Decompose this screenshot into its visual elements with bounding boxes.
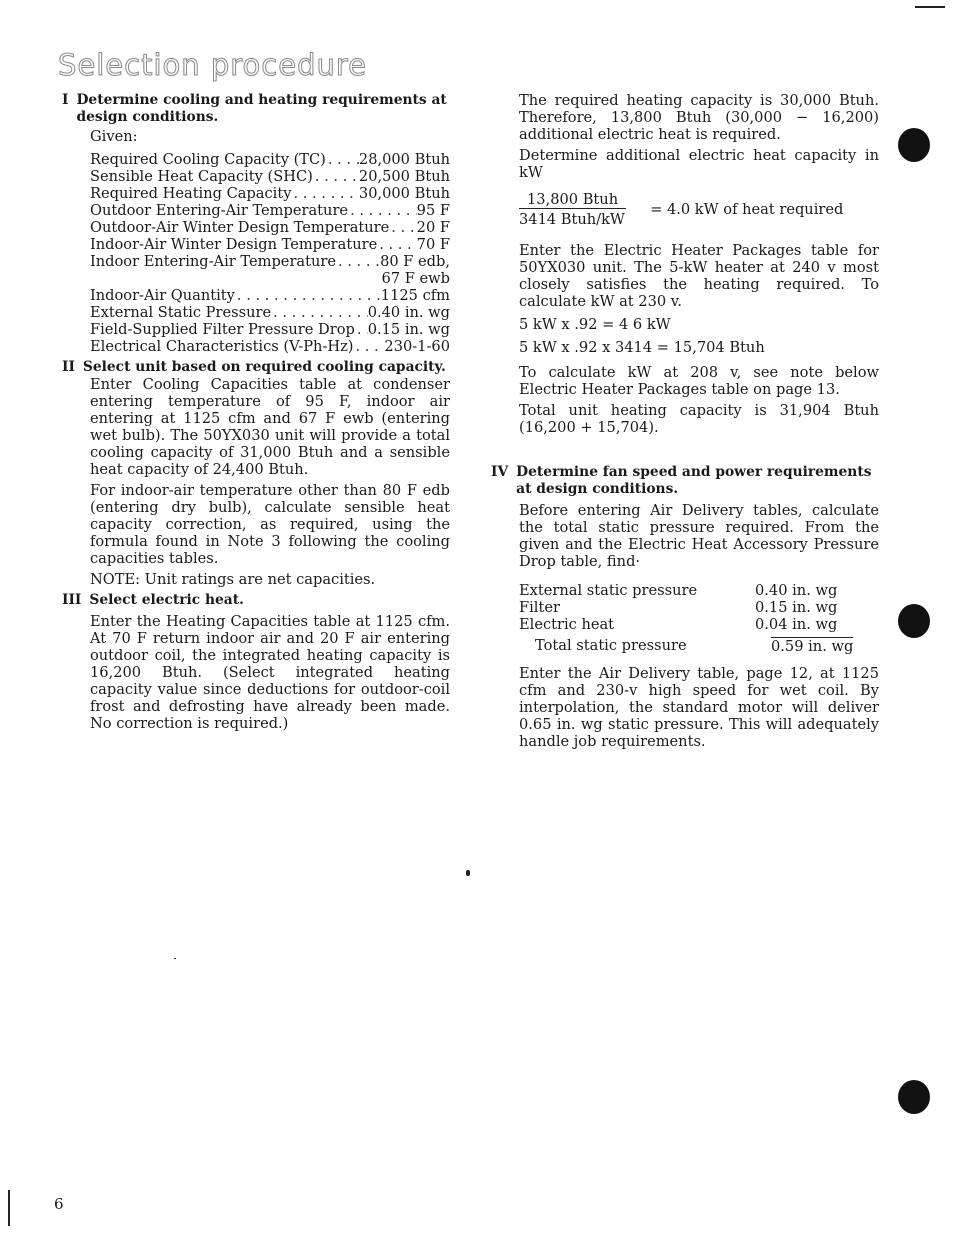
leader-dots	[377, 236, 416, 253]
equation: 5 kW x .92 x 3414 = 15,704 Btuh	[519, 339, 765, 356]
paragraph: For indoor-air temperature other than 80 F edb (entering dry bulb), calculate sensible heat capacity correction, as required, using the formula found in Note 3 following the cooling capacities tables.	[90, 482, 450, 567]
section-number: IV	[491, 464, 509, 480]
spec-label: Electrical Characteristics (V-Ph-Hz)	[90, 338, 354, 355]
spec-row	[90, 151, 450, 168]
spec-row	[90, 253, 450, 270]
spec-row	[90, 338, 450, 355]
section-title: Select electric heat.	[89, 592, 244, 608]
spec-row	[90, 168, 450, 185]
scan-speck	[466, 870, 470, 876]
total-label: Total static pressure	[535, 637, 687, 654]
spec-value: 95 F	[416, 202, 450, 219]
leader-dots	[271, 304, 368, 321]
binder-hole-mark	[898, 128, 930, 162]
pressure-value: 0.15 in. wg	[755, 599, 838, 616]
spec-label: Required Heating Capacity	[90, 185, 292, 202]
pressure-label: Filter	[519, 599, 560, 616]
equation: 5 kW x .92 = 4 6 kW	[519, 316, 671, 333]
spec-row	[90, 202, 450, 219]
spec-value: 0.40 in. wg	[367, 304, 450, 321]
paragraph: Enter the Air Delivery table, page 12, at 1125 cfm and 230-v high speed for wet coil. By interpolation, the standard motor will deliver 0.65 in. wg static pressure. This will adequately handle job requirements.	[519, 665, 879, 750]
paragraph: Enter the Electric Heater Packages table for 50YX030 unit. The 5-kW heater at 240 v most closely satisfies the heating required. To calculate kW at 230 v.	[519, 242, 879, 310]
leader-dots	[354, 338, 385, 355]
spec-value: 28,000 Btuh	[358, 151, 450, 168]
formula-numerator: 13,800 Btuh	[519, 191, 626, 209]
paragraph: Enter the Heating Capacities table at 1125 cfm. At 70 F return indoor air and 20 F air entering outdoor coil, the integrated heating capacity is 16,200 Btuh. (Select integrated heating capacity value since deductions for outdoor-coil frost and defrosting have already been made. No correction is required.)	[90, 613, 450, 732]
paragraph: The required heating capacity is 30,000 Btuh. Therefore, 13,800 Btuh (30,000 − 16,200) additional electric heat is required.	[519, 92, 879, 143]
section-2-heading	[62, 359, 450, 376]
binder-hole-mark	[898, 604, 930, 638]
spec-value: 67 F ewb	[381, 270, 450, 287]
spec-row	[90, 236, 450, 253]
pressure-table	[519, 582, 879, 655]
section-4-heading	[491, 464, 879, 498]
pressure-total-row	[519, 637, 879, 655]
spec-list	[90, 151, 450, 355]
spec-row	[90, 287, 450, 304]
leader-dots	[355, 321, 368, 338]
formula-result: = 4.0 kW of heat required	[650, 201, 844, 218]
spec-value: 1125 cfm	[380, 287, 450, 304]
spec-label: Required Cooling Capacity (TC)	[90, 151, 326, 168]
pressure-label: Electric heat	[519, 616, 615, 633]
spec-label: Sensible Heat Capacity (SHC)	[90, 168, 313, 185]
margin-line	[8, 1190, 10, 1226]
paragraph: Total unit heating capacity is 31,904 Btuh (16,200 + 15,704).	[519, 402, 879, 436]
spec-row	[90, 185, 450, 202]
spec-value: 20 F	[416, 219, 450, 236]
left-column	[62, 92, 450, 736]
spec-label: External Static Pressure	[90, 304, 272, 321]
right-column	[491, 92, 879, 754]
spec-label: Outdoor-Air Winter Design Temperature	[90, 219, 390, 236]
pressure-row	[519, 616, 879, 633]
page-number: 6	[54, 1195, 64, 1213]
spec-row	[90, 304, 450, 321]
spec-label: Field-Supplied Filter Pressure Drop	[90, 321, 355, 338]
paragraph: To calculate kW at 208 v, see note below Electric Heater Packages table on page 13.	[519, 364, 879, 398]
section-3-heading	[62, 592, 450, 609]
page-title: Selection procedure	[58, 48, 367, 82]
leader-dots	[389, 219, 416, 236]
spec-value: 30,000 Btuh	[358, 185, 450, 202]
pressure-row	[519, 599, 879, 616]
scan-speck	[174, 958, 176, 959]
spec-row	[90, 219, 450, 236]
pressure-value: 0.04 in. wg	[755, 616, 838, 633]
section-number: II	[62, 359, 75, 375]
section-number: I	[62, 92, 69, 108]
given-label: Given:	[90, 128, 138, 145]
section-1-heading	[62, 92, 450, 126]
leader-dots	[326, 151, 359, 168]
paragraph: Determine additional electric heat capacity in kW	[519, 147, 879, 181]
pressure-value: 0.40 in. wg	[755, 582, 838, 599]
spec-value: 20,500 Btuh	[358, 168, 450, 185]
total-value: 0.59 in. wg	[771, 638, 854, 655]
spec-row	[90, 321, 450, 338]
top-rule	[915, 6, 945, 8]
pressure-row	[519, 582, 879, 599]
leader-dots	[235, 287, 381, 304]
section-title: Determine cooling and heating requirements at design conditions.	[76, 92, 447, 125]
formula-denominator: 3414 Btuh/kW	[519, 211, 625, 228]
spec-label: Indoor-Air Quantity	[90, 287, 235, 304]
binder-hole-mark	[898, 1080, 930, 1114]
paragraph: Enter Cooling Capacities table at condenser entering temperature of 95 F, indoor air entering at 1125 cfm and 67 F ewb (entering wet bulb). The 50YX030 unit will provide a total cooling capacity of 31,000 Btuh and a sensible heat capacity of 24,400 Btuh.	[90, 376, 450, 478]
spec-value: 70 F	[416, 236, 450, 253]
note: NOTE: Unit ratings are net capacities.	[90, 571, 376, 588]
spec-value: 230-1-60	[384, 338, 450, 355]
section-title: Select unit based on required cooling capacity.	[82, 359, 446, 375]
heat-formula	[519, 191, 879, 228]
section-number: III	[62, 592, 82, 608]
spec-value: 0.15 in. wg	[367, 321, 450, 338]
leader-dots	[336, 253, 380, 270]
leader-dots	[313, 168, 359, 185]
spec-label: Indoor Entering-Air Temperature	[90, 253, 336, 270]
pressure-label: External static pressure	[519, 582, 698, 599]
leader-dots	[291, 185, 358, 202]
paragraph: Before entering Air Delivery tables, calculate the total static pressure required. From the given and the Electric Heat Accessory Pressure Drop table, find·	[519, 502, 879, 570]
spec-value: 80 F edb,	[380, 253, 450, 270]
leader-dots	[348, 202, 417, 219]
section-title: Determine fan speed and power requirements at design conditions.	[516, 464, 872, 497]
spec-label: Outdoor Entering-Air Temperature	[90, 202, 349, 219]
spec-label: Indoor-Air Winter Design Temperature	[90, 236, 378, 253]
